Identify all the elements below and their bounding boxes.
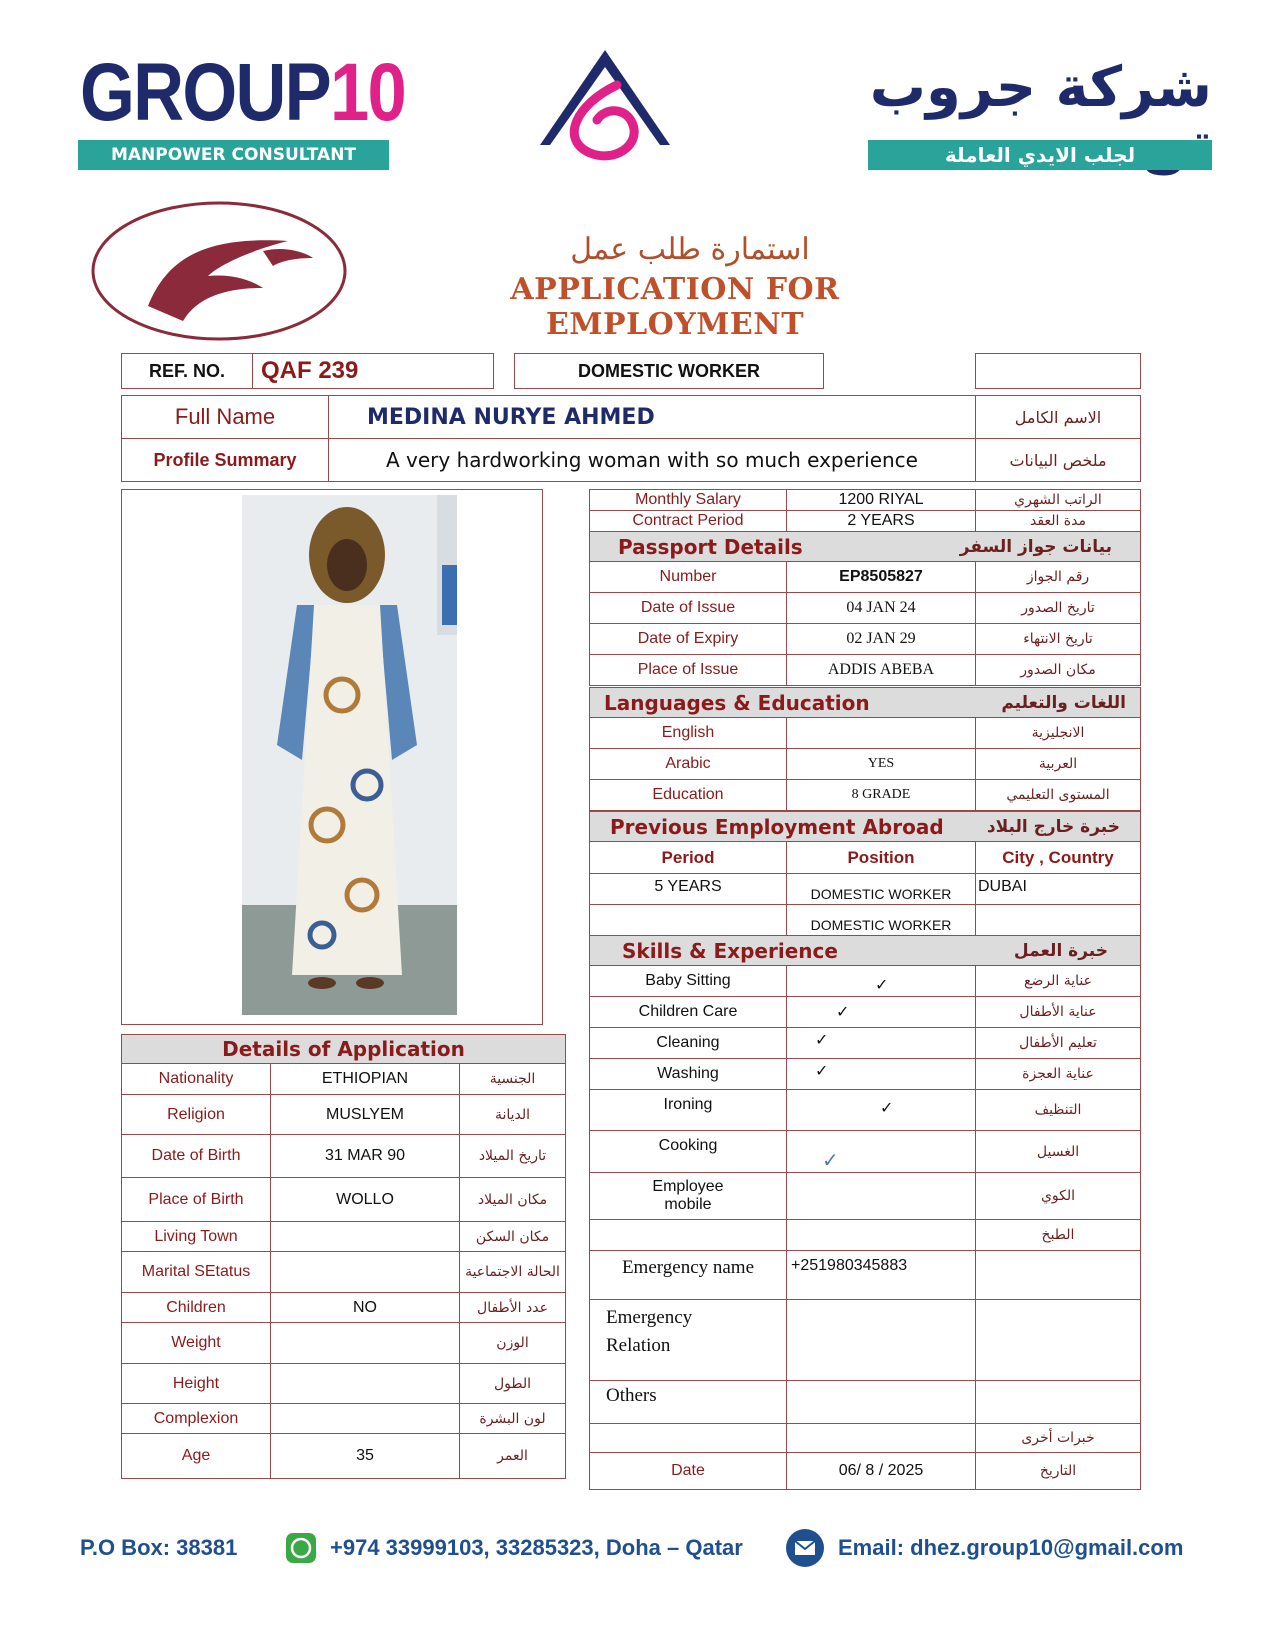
skills-header-label: Skills & Experience	[622, 938, 838, 963]
skill-row-label: Ironing	[589, 1089, 787, 1131]
full-name-value: MEDINA NURYE AHMED	[328, 395, 976, 439]
details-row-label: Children	[121, 1292, 271, 1323]
passport-row-label: Place of Issue	[589, 654, 787, 686]
passport-row-value: 02 JAN 29	[786, 623, 976, 655]
full-name-ar: الاسم الكامل	[975, 395, 1141, 439]
empty-row-label	[589, 1219, 787, 1251]
agency-emblem-icon	[88, 196, 350, 346]
language-row-value: YES	[786, 748, 976, 780]
employment-header-label: Previous Employment Abroad	[610, 814, 944, 839]
passport-row-value: 04 JAN 24	[786, 592, 976, 624]
ref-empty-cell	[975, 353, 1141, 389]
employment-row-position: DOMESTIC WORKER	[786, 904, 976, 936]
passport-header-ar: بيانات جواز السفر	[959, 536, 1112, 557]
details-row-ar: لون البشرة	[459, 1403, 566, 1434]
skill-check-icon: ✓	[815, 1030, 829, 1049]
employment-header	[589, 811, 1141, 842]
details-row-label: Age	[121, 1433, 271, 1479]
arabic-brand-band: لجلب الايدي العاملة	[868, 140, 1212, 170]
passport-row-ar: مكان الصدور	[975, 654, 1141, 686]
employee-mobile-label: Employee mobile	[589, 1172, 787, 1220]
photo-frame	[121, 489, 543, 1025]
details-row-value: 31 MAR 90	[270, 1134, 460, 1178]
center-logo-icon	[535, 45, 675, 165]
skill-check-icon: ✓	[875, 975, 889, 994]
contract-period-ar: مدة العقد	[975, 510, 1141, 532]
details-row-ar: مكان الميلاد	[459, 1177, 566, 1222]
details-row-label: Date of Birth	[121, 1134, 271, 1178]
empty-row-value	[786, 1219, 976, 1251]
skill-row-ar: الغسيل	[975, 1130, 1141, 1173]
details-row-label: Place of Birth	[121, 1177, 271, 1222]
passport-row-ar: تاريخ الانتهاء	[975, 623, 1141, 655]
passport-row-label: Date of Expiry	[589, 623, 787, 655]
ref-no-value: QAF 239	[252, 353, 494, 389]
details-row-ar: العمر	[459, 1433, 566, 1479]
others-extra-value	[786, 1423, 976, 1453]
monthly-salary-ar: الراتب الشهري	[975, 489, 1141, 511]
skill-check-icon: ✓	[822, 1148, 839, 1172]
passport-row-value: ADDIS ABEBA	[786, 654, 976, 686]
details-row-ar: مكان السكن	[459, 1221, 566, 1252]
contract-period-value: 2 YEARS	[786, 510, 976, 532]
passport-row-ar: رقم الجواز	[975, 561, 1141, 593]
details-row-ar: الديانة	[459, 1094, 566, 1135]
monthly-salary-label: Monthly Salary	[589, 489, 787, 511]
details-row-value: WOLLO	[270, 1177, 460, 1222]
details-row-label: Nationality	[121, 1063, 271, 1095]
applicant-photo	[242, 495, 457, 1015]
emergency-name-ar-cell	[975, 1250, 1141, 1300]
date-value: 06/ 8 / 2025	[786, 1452, 976, 1490]
contract-period-label: Contract Period	[589, 510, 787, 532]
details-row-value	[270, 1363, 460, 1404]
po-box: P.O Box: 38381	[80, 1535, 238, 1560]
others-ar: خبرات أخرى	[975, 1423, 1141, 1453]
passport-header	[589, 531, 1141, 562]
emergency-name-label: Emergency name	[589, 1250, 787, 1300]
details-row-ar: الجنسية	[459, 1063, 566, 1095]
email-icon	[785, 1528, 825, 1568]
skill-row-label: Cooking	[589, 1130, 787, 1173]
skill-check-icon: ✓	[815, 1061, 829, 1080]
skills-header	[589, 935, 1141, 966]
date-ar: التاريخ	[975, 1452, 1141, 1490]
phone-numbers: +974 33999103, 33285323, Doha – Qatar	[330, 1535, 743, 1560]
details-row-label: Living Town	[121, 1221, 271, 1252]
employment-row-city: DUBAI	[975, 873, 1141, 905]
skill-row-ar: التنظيف	[975, 1089, 1141, 1131]
languages-header-label: Languages & Education	[604, 690, 870, 715]
skill-check-icon: ✓	[836, 1002, 850, 1021]
emergency-relation-ar-cell	[975, 1299, 1141, 1381]
skill-row-label: Baby Sitting	[589, 965, 787, 997]
emergency-relation-label-b: Relation	[606, 1334, 671, 1356]
details-row-label: Height	[121, 1363, 271, 1404]
others-ar-empty	[975, 1380, 1141, 1424]
form-title: APPLICATION FOR EMPLOYMENT	[510, 272, 840, 342]
date-label: Date	[589, 1452, 787, 1490]
city-country-column-header: City , Country	[975, 841, 1141, 874]
details-row-ar: الطول	[459, 1363, 566, 1404]
monthly-salary-value: 1200 RIYAL	[786, 489, 976, 511]
details-row-ar: الوزن	[459, 1322, 566, 1364]
details-row-label: Weight	[121, 1322, 271, 1364]
employment-row-city	[975, 904, 1141, 936]
employment-row-period	[589, 904, 787, 936]
manpower-consultant-band: MANPOWER CONSULTANT	[78, 140, 389, 170]
email-address: Email: dhez.group10@gmail.com	[838, 1535, 1184, 1560]
details-row-ar: الحالة الاجتماعية	[459, 1251, 566, 1293]
languages-header	[589, 687, 1141, 718]
skill-row-ar: تعليم الأطفال	[975, 1027, 1141, 1059]
language-row-value: 8 GRADE	[786, 779, 976, 811]
position-column-header: Position	[786, 841, 976, 874]
details-header: Details of Application	[121, 1034, 566, 1064]
profile-summary-ar: ملخص البيانات	[975, 438, 1141, 482]
passport-row-ar: تاريخ الصدور	[975, 592, 1141, 624]
details-row-value	[270, 1221, 460, 1252]
details-row-value	[270, 1322, 460, 1364]
whatsapp-icon	[285, 1532, 317, 1564]
details-row-ar: تاريخ الميلاد	[459, 1134, 566, 1178]
details-row-value	[270, 1403, 460, 1434]
others-value	[786, 1380, 976, 1424]
job-category: DOMESTIC WORKER	[514, 353, 824, 389]
skill-row-label: Children Care	[589, 996, 787, 1028]
employment-row-position: DOMESTIC WORKER	[786, 873, 976, 905]
languages-header-ar: اللغات والتعليم	[1001, 692, 1126, 713]
skill-check-icon: ✓	[880, 1098, 894, 1117]
period-column-header: Period	[589, 841, 787, 874]
others-extra-label	[589, 1423, 787, 1453]
emergency-relation-value	[786, 1299, 976, 1381]
group10-logo-text: GROUP10	[80, 47, 406, 138]
skill-row-value	[786, 996, 976, 1028]
skill-row-value	[786, 1130, 976, 1173]
passport-row-value: EP8505827	[786, 561, 976, 593]
details-row-ar: عدد الأطفال	[459, 1292, 566, 1323]
language-row-ar: العربية	[975, 748, 1141, 780]
language-row-label: Education	[589, 779, 787, 811]
details-row-value: NO	[270, 1292, 460, 1323]
details-row-label: Marital SEtatus	[121, 1251, 271, 1293]
details-row-label: Religion	[121, 1094, 271, 1135]
emergency-name-value: +251980345883	[786, 1250, 976, 1300]
passport-row-label: Date of Issue	[589, 592, 787, 624]
profile-summary-label: Profile Summary	[121, 438, 329, 482]
skills-header-ar: خبرة العمل	[1013, 940, 1108, 961]
others-label: Others	[589, 1380, 787, 1424]
details-row-value	[270, 1251, 460, 1293]
language-row-ar: المستوى التعليمي	[975, 779, 1141, 811]
details-row-value: MUSLYEM	[270, 1094, 460, 1135]
employee-mobile-ar: الكوي	[975, 1172, 1141, 1220]
skill-row-label: Cleaning	[589, 1027, 787, 1059]
employment-row-period: 5 YEARS	[589, 873, 787, 905]
employment-header-ar: خبرة خارج البلاد	[986, 816, 1120, 837]
cooking-extra-ar: الطبخ	[975, 1219, 1141, 1251]
emergency-relation-label	[589, 1299, 787, 1381]
details-row-label: Complexion	[121, 1403, 271, 1434]
passport-header-label: Passport Details	[618, 534, 803, 559]
details-row-value: 35	[270, 1433, 460, 1479]
arabic-form-title: استمارة طلب عمل	[570, 232, 810, 267]
skill-row-ar: عناية العجزة	[975, 1058, 1141, 1090]
ref-no-label: REF. NO.	[121, 353, 253, 389]
language-row-ar: الانجليزية	[975, 717, 1141, 749]
language-row-value	[786, 717, 976, 749]
full-name-label: Full Name	[121, 395, 329, 439]
language-row-label: Arabic	[589, 748, 787, 780]
passport-row-label: Number	[589, 561, 787, 593]
arabic-brand-name: شركة جروب	[869, 55, 1212, 120]
skill-row-label: Washing	[589, 1058, 787, 1090]
skill-row-ar: عناية الرضع	[975, 965, 1141, 997]
language-row-label: English	[589, 717, 787, 749]
skill-row-ar: عناية الأطفال	[975, 996, 1141, 1028]
employee-mobile-value	[786, 1172, 976, 1220]
profile-summary-value: A very hardworking woman with so much experience	[328, 438, 976, 482]
details-row-value: ETHIOPIAN	[270, 1063, 460, 1095]
emergency-relation-label-a: Emergency	[606, 1307, 693, 1328]
